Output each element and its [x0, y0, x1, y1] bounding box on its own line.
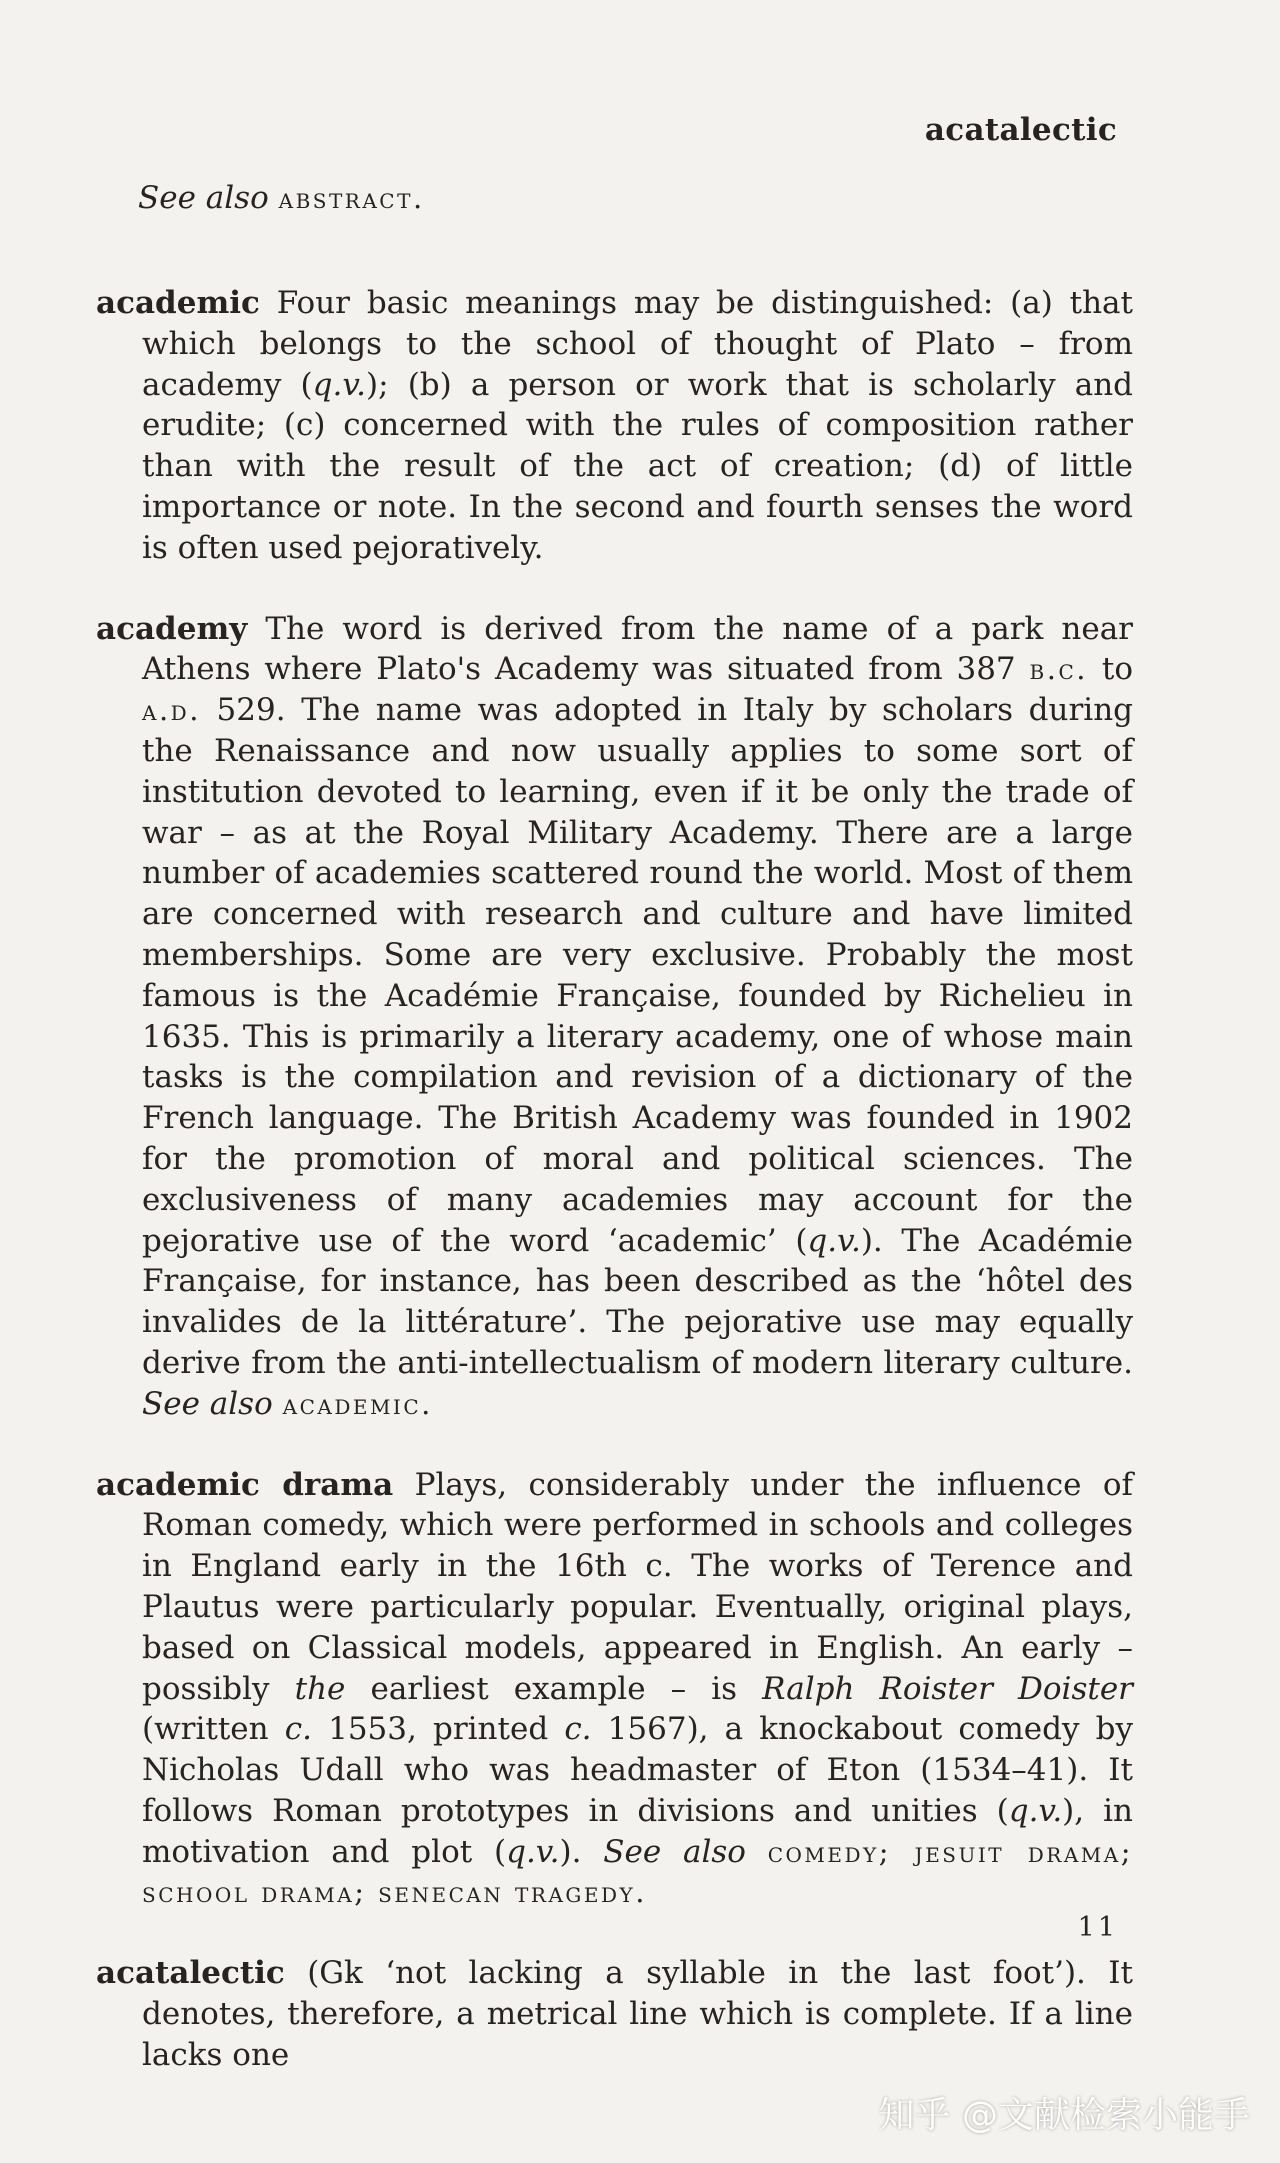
entry-academic: academic Four basic meanings may be distinguished: (a) that which belongs to the school of thought of Plato – from academy (q.v.); (b) a person or work that is scholarly and erudite; (c) concerned with the rules of composition rather than with the result of the act of creation; (d) of little importance or note. In the second and fourth senses the word is often used pejoratively. [96, 285, 1133, 566]
headword: acatalectic [96, 1955, 285, 1992]
page-number: 11 [1077, 1912, 1118, 1943]
entry-academic-drama: academic drama Plays, considerably under the influence of Roman comedy, which were performed in schools and colleges in England early in the 16th c. The works of Terence and Plautus were particularly popular. Eventually, original plays, based on Classical models, appeared in English. An early – possibly the earliest example – is Ralph Roister Doister (written c. 1553, printed c. 1567), a knockabout comedy by Nicholas Udall who was headmaster of Eton (1534–41). It follows Roman prototypes in divisions and unities (q.v.), in motivation and plot (q.v.). See also comedy; jesuit drama; school drama; senecan tragedy. [96, 1466, 1134, 1910]
dictionary-entries [96, 252, 1133, 2116]
see-also-abstract [138, 180, 425, 216]
watermark: 知乎 @文献检索小能手 [878, 2095, 1250, 2136]
cross-reference: academic. [282, 1386, 433, 1421]
headword: academy [96, 610, 248, 647]
entry-academy: academy The word is derived from the name of a park near Athens where Plato's Academy was situated from 387 b.c. to a.d. 529. The name was adopted in Italy by scholars during the Renaissance and now usually applies to some sort of institution devoted to learning, even if it be only the trade of war – as at the Royal Military Academy. There are a large number of academies scattered round the world. Most of them are concerned with research and culture and have limited memberships. Some are very exclusive. Probably the most famous is the Académie Française, founded by Richelieu in 1635. This is primarily a literary academy, one of whose main tasks is the compilation and revision of a dictionary of the French language. The British Academy was founded in 1902 for the promotion of moral and political sciences. The exclusiveness of many academies may account for the pejorative use of the word ‘academic’ (q.v.). The Académie Française, for instance, has been described as the ‘hôtel des invalides de la littérature’. The pejorative use may equally derive from the anti-intellectualism of modern literary culture. See also academic. [96, 610, 1133, 1422]
running-head: acatalectic [924, 112, 1117, 148]
cross-reference: comedy; jesuit drama; school drama; senecan tragedy. [142, 1834, 1133, 1910]
see-also-label: See also [142, 1385, 273, 1422]
work-title: Ralph Roister Doister [762, 1670, 1134, 1707]
headword: academic drama [96, 1466, 394, 1503]
entry-acatalectic: acatalectic (Gk ‘not lacking a syllable in the last foot’). It denotes, therefore, a metrical line which is complete. If a line lacks one [96, 1955, 1133, 2073]
cross-reference: abstract. [278, 181, 425, 215]
see-also-label: See also [138, 180, 269, 216]
headword: academic [96, 285, 260, 321]
see-also-label: See also [603, 1833, 746, 1870]
